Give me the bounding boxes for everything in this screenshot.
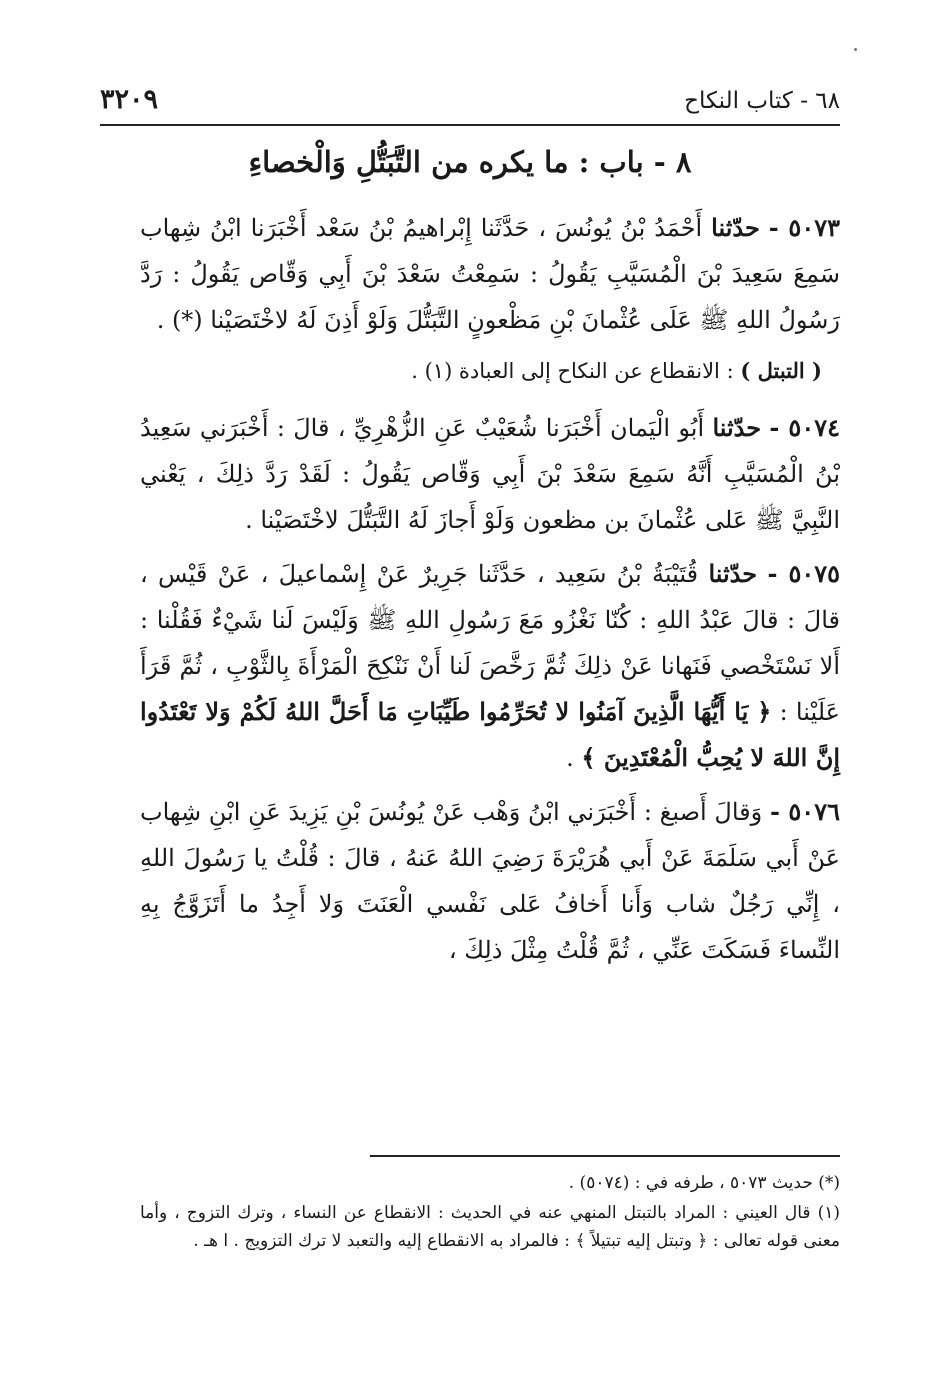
hadith-tail: . bbox=[566, 744, 574, 772]
hadith-text: أَبُو الْيَمان أَخْبَرَنا شُعَيْبٌ عَنِ الزُّهْرِيِّ ، قالَ : أَخْبَرَني سَعِيدُ بْنُ الْمُسَيَّبِ أَنَّهُ سَمِعَ سَعْدَ بْنَ أَبِي وَقّاص يَقُولُ : لَقَدْ رَدَّ ذلِكَ ، يَعْني النَّبِيَّ ﷺ عَلى عُثْمانَ بن مظعون وَلَوْ أَجازَ لَهُ التَّبَتُّلَ لاخْتَصَيْنا . bbox=[140, 414, 840, 534]
hadith-number: ٥٠٧٦ - bbox=[769, 797, 840, 826]
main-text bbox=[140, 205, 840, 981]
page-number: ٣٢٠٩ bbox=[100, 84, 159, 115]
hadith-5074 bbox=[140, 405, 840, 543]
definition-text: : الانقطاع عن النكاح إلى العبادة (١) . bbox=[411, 359, 734, 383]
running-header bbox=[100, 84, 840, 126]
definition-note bbox=[140, 351, 822, 391]
hadith-5075 bbox=[140, 551, 840, 781]
hadith-text: وَقالَ أَصبغ : أَخْبَرَني ابْنُ وَهْب عَنْ يُونُسَ بْنِ يَزِيدَ عَنِ ابْنِ شِهاب عَنْ أَبي سَلَمَةَ عَنْ أَبي هُرَيْرَةَ رَضِيَ اللهُ عَنهُ ، قالَ : قُلْتُ يا رَسُولَ اللهِ ، إِنِّي رَجُلٌ شاب وَأَنا أَخافُ عَلى نَفْسي الْعَنَتَ وَلا أَجِدُ ما أَتَزَوَّجُ بِهِ النِّساءَ فَسَكَتَ عَنِّي ، ثُمَّ قُلْتُ مِثْلَ ذلِكَ ، bbox=[140, 798, 840, 964]
hadith-number: ٥٠٧٥ - bbox=[767, 559, 841, 588]
hadith-number: ٥٠٧٤ - bbox=[769, 413, 840, 442]
definition-term: ( التبتل ) bbox=[740, 358, 822, 383]
hadith-5076 bbox=[140, 789, 840, 973]
hadith-lead: حدّثنا bbox=[712, 413, 762, 442]
footnote-1: (١) قال العيني : المراد بالتبتل المنهي عنه في الحديث : الانقطاع عن النساء ، وترك التزوج ، وأما معنى قوله تعالى : ﴿ وتبتل إليه تبتيلاً ﴾ : فالمراد به الانقطاع إليه والتعبد لا ترك التزويج . ا هـ . bbox=[140, 1203, 840, 1251]
hadith-lead: حدّثنا bbox=[708, 559, 758, 588]
footnote-divider bbox=[370, 1155, 840, 1157]
book-section-title: ٦٨ - كتاب النكاح bbox=[684, 88, 840, 114]
margin-mark bbox=[854, 48, 857, 51]
hadith-number: ٥٠٧٣ - bbox=[768, 213, 840, 242]
footnote-star: (*) حديث ٥٠٧٣ ، طرفه في : (٥٠٧٤) . bbox=[568, 1173, 840, 1193]
quran-verse: ﴿ يَا أَيُّهَا الَّذِينَ آمَنُوا لا تُحَرِّمُوا طَيِّبَاتِ مَا أَحَلَّ اللهُ لَكُمْ وَلا تَعْتَدُوا إِنَّ اللهَ لا يُحِبُّ الْمُعْتَدِينَ ﴾ bbox=[140, 697, 840, 772]
hadith-text: قُتَيْبَةُ بْنُ سَعِيد ، حَدَّثَنا جَرِيرٌ عَنْ إِسْماعيلَ ، عَنْ قَيْس ، قالَ : قالَ عَبْدُ اللهِ : كُنّا نَغْزُو مَعَ رَسُولِ اللهِ ﷺ وَلَيْسَ لَنا شَيْءٌ فَقُلْنا : أَلا نَسْتَخْصي فَنَهانا عَنْ ذلِكَ ثُمَّ رَخَّصَ لَنا أَنْ نَنْكِحَ الْمَرْأَةَ بِالثَّوْبِ ، ثُمَّ قَرَأَ عَلَيْنا : bbox=[140, 560, 840, 726]
hadith-text: أَحْمَدُ بْنُ يُونُسَ ، حَدَّثَنا إِبْراهيمُ بْنُ سَعْد أَخْبَرَنا ابْنُ شِهاب سَمِعَ سَعِيدَ بْنَ الْمُسَيَّبِ يَقُولُ : سَمِعْتُ سَعْدَ بْنَ أَبِي وَقّاص يَقُولُ : رَدَّ رَسُولُ اللهِ ﷺ عَلَى عُثْمانَ بْنِ مَظْعونٍ التَّبَتُّلَ وَلَوْ أَذِنَ لَهُ لاخْتَصَيْنا (*) . bbox=[140, 214, 840, 334]
footnotes bbox=[140, 1155, 840, 1257]
chapter-title: ٨ - باب : ما يكره من التَّبَتُّلِ وَالْخصاءِ bbox=[248, 145, 692, 179]
hadith-5073 bbox=[140, 205, 840, 343]
hadith-lead: حدّثنا bbox=[711, 213, 760, 242]
